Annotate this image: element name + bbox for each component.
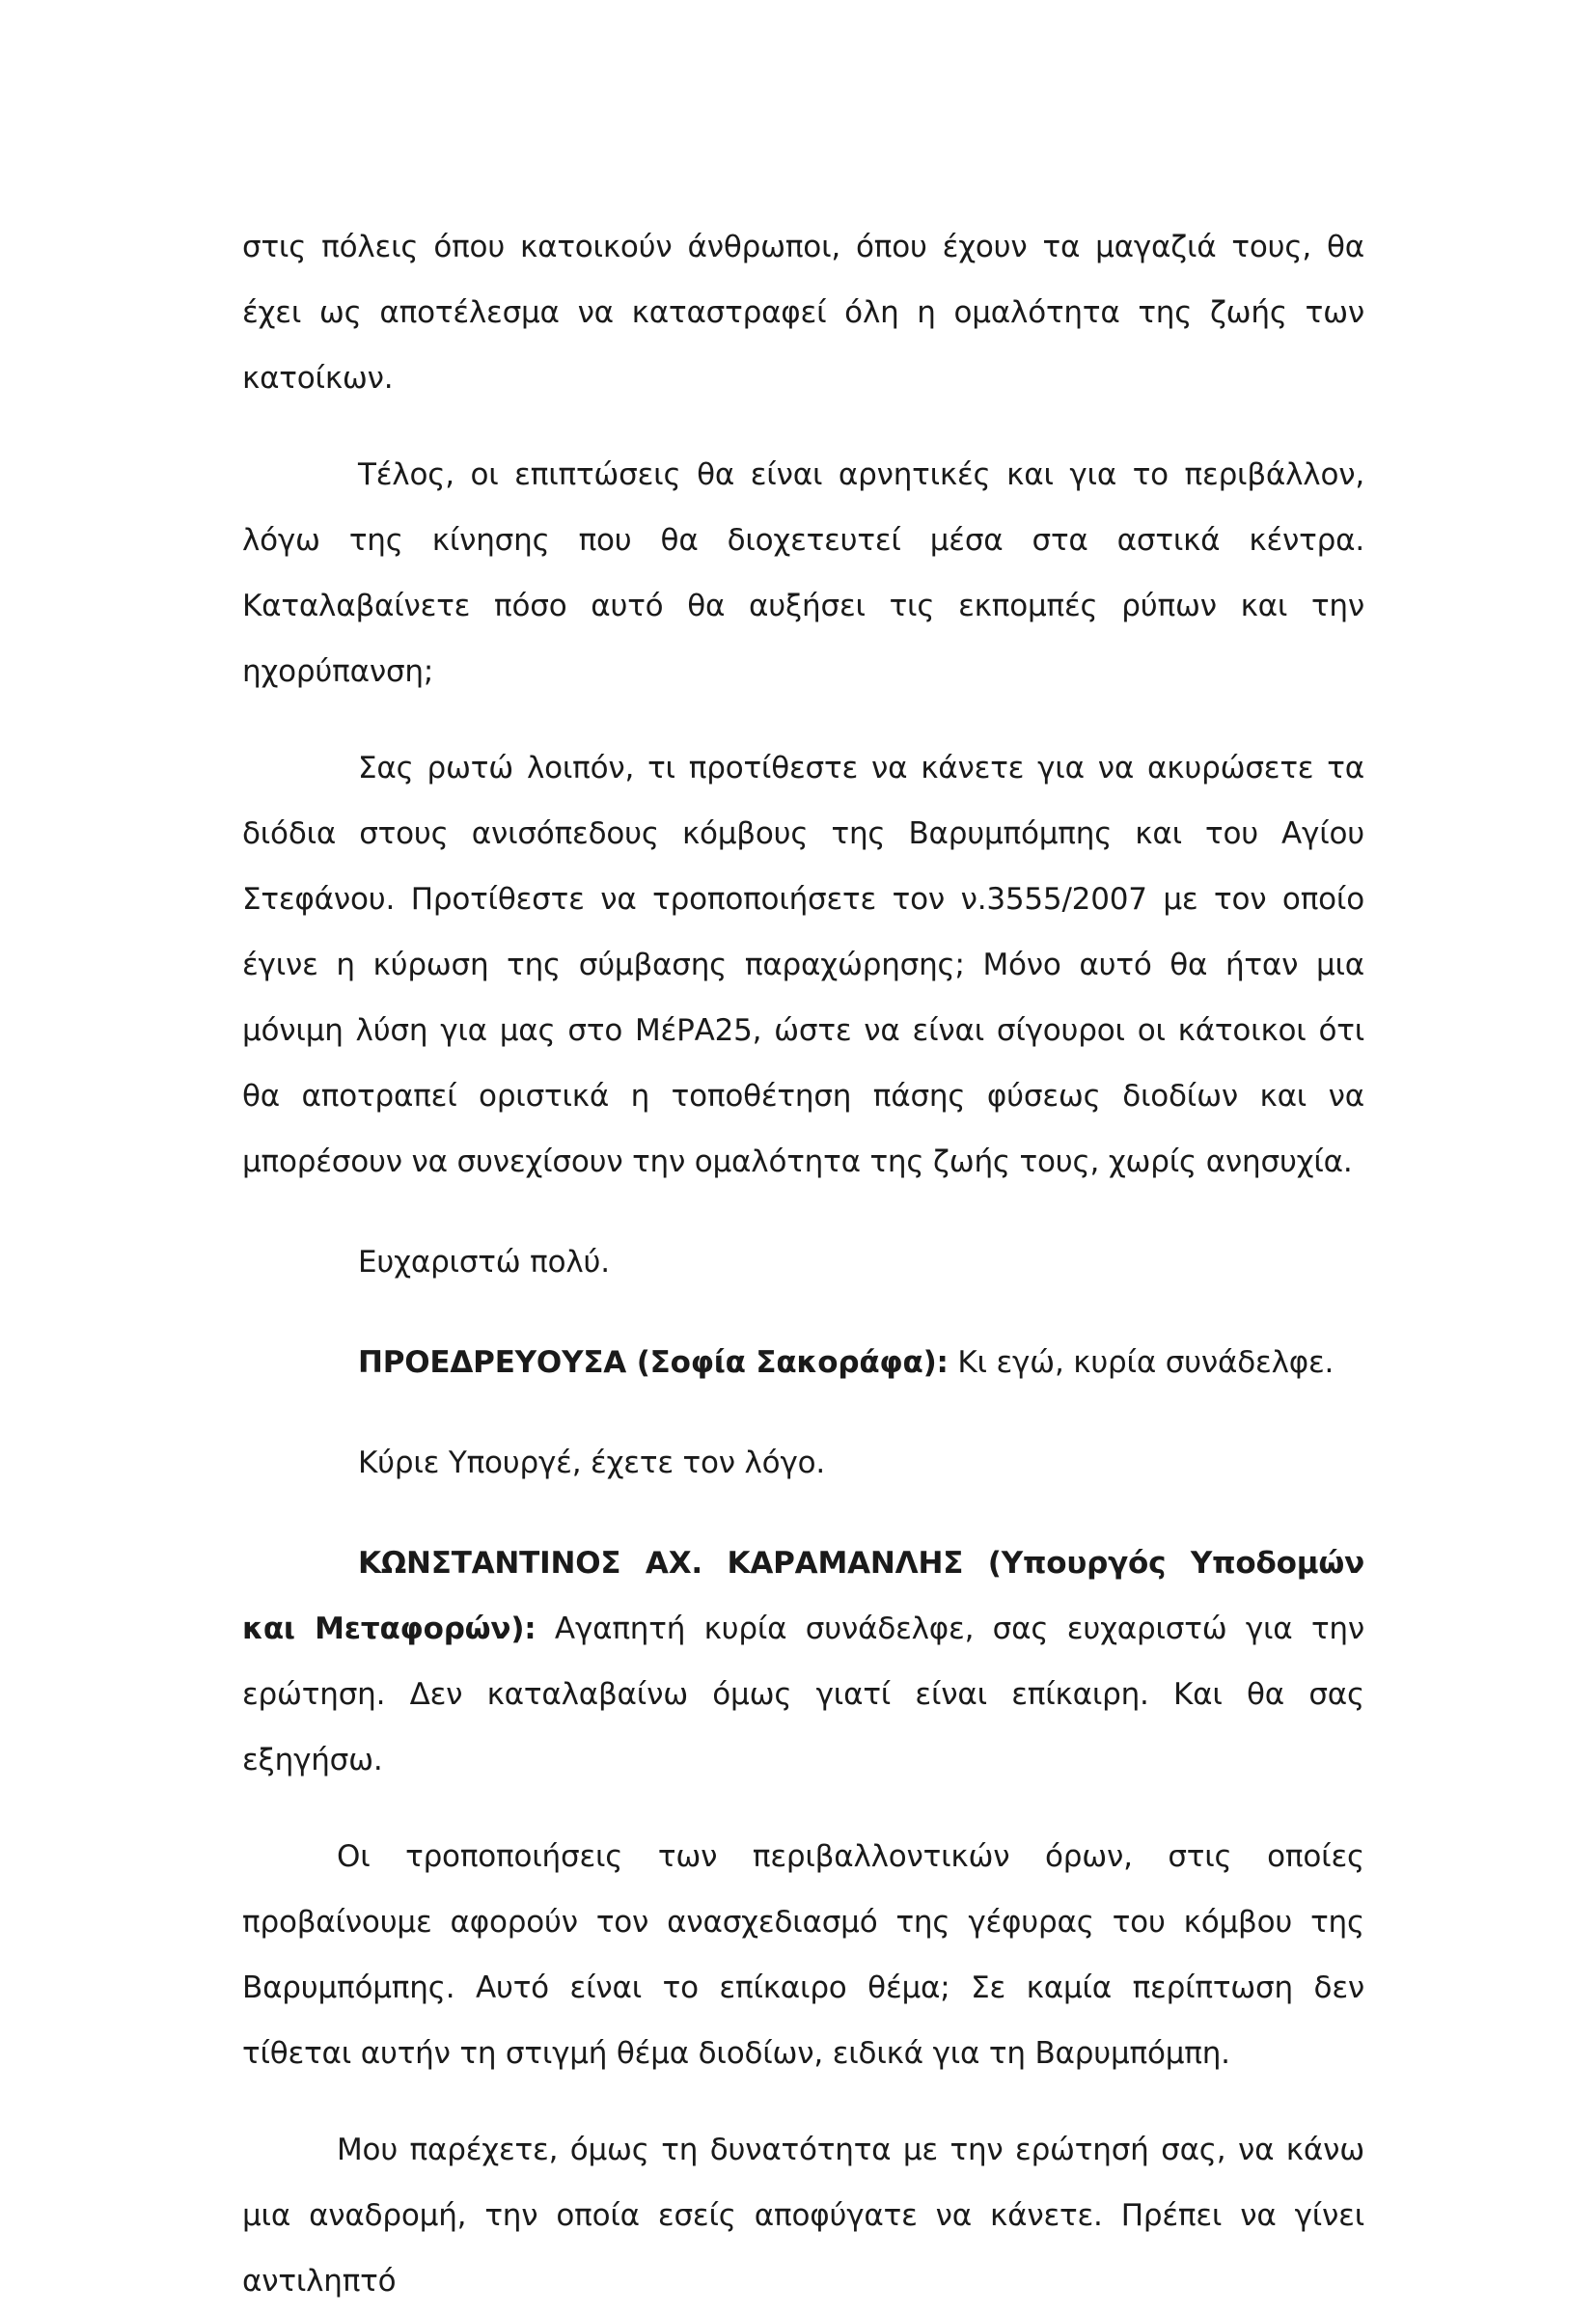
paragraph-text: Ευχαριστώ πολύ. [358, 1245, 610, 1280]
speaker-name: ΚΩΝΣΤΑΝΤΙΝΟΣ ΑΧ. ΚΑΡΑΜΑΝΛΗΣ (Υπουργός Υποδομών και Μεταφορών): [242, 1546, 1364, 1646]
paragraph-amendments [242, 1824, 1364, 2086]
paragraph-continuation [242, 214, 1364, 411]
paragraph-retrospective [242, 2117, 1364, 2314]
paragraph-text: Οι τροποποιήσεις των περιβαλλοντικών όρων, στις οποίες προβαίνουμε αφορούν τον ανασχεδιασμό της γέφυρας του κόμβου της Βαρυμπόμπης. Αυτό είναι το επίκαιρο θέμα; Σε καμία περίπτωση δεν τίθεται αυτήν τη στιγμή θέμα διοδίων, ειδικά για τη Βαρυμπόμπη. [242, 1839, 1364, 2071]
document-page [242, 214, 1364, 2314]
paragraph-text: Μου παρέχετε, όμως τη δυνατότητα με την ερώτησή σας, να κάνω μια αναδρομή, την οποία εσείς αποφύγατε να κάνετε. Πρέπει να γίνει αντιληπτό [242, 2133, 1364, 2299]
paragraph-chair-remark [242, 1330, 1364, 1395]
paragraph-text: στις πόλεις όπου κατοικούν άνθρωποι, όπου έχουν τα μαγαζιά τους, θα έχει ως αποτέλεσμα να καταστραφεί όλη η ομαλότητα της ζωής των κατοίκων. [242, 230, 1364, 396]
paragraph-text: Σας ρωτώ λοιπόν, τι προτίθεστε να κάνετε για να ακυρώσετε τα διόδια στους ανισόπεδους κόμβους της Βαρυμπόμπης και του Αγίου Στεφάνου. Προτίθεστε να τροποποιήσετε τον ν.3555/2007 με τον οποίο έγινε η κύρωση της σύμβασης παραχώρησης; Μόνο αυτό θα ήταν μια μόνιμη λύση για μας στο ΜέΡΑ25, ώστε να είναι σίγουροι οι κάτοικοι ότι θα αποτραπεί οριστικά η τοποθέτηση πάσης φύσεως διοδίων και να μπορέσουν να συνεχίσουν την ομαλότητα της ζωής τους, χωρίς ανησυχία. [242, 751, 1364, 1179]
paragraph-question [242, 735, 1364, 1195]
paragraph-thanks [242, 1229, 1364, 1295]
paragraph-text: Αγαπητή κυρία συνάδελφε, σας ευχαριστώ για την ερώτηση. Δεν καταλαβαίνω όμως γιατί είναι επίκαιρη. Και θα σας εξηγήσω. [242, 1612, 1364, 1777]
paragraph-text: Κύριε Υπουργέ, έχετε τον λόγο. [358, 1446, 826, 1480]
paragraph-text: Τέλος, οι επιπτώσεις θα είναι αρνητικές και για το περιβάλλον, λόγω της κίνησης που θα διοχετευτεί μέσα στα αστικά κέντρα. Καταλαβαίνετε πόσο αυτό θα αυξήσει τις εκπομπές ρύπων και την ηχορύπανση; [242, 457, 1364, 689]
paragraph-floor-given [242, 1430, 1364, 1496]
paragraph-environment [242, 442, 1364, 704]
paragraph-minister-reply [242, 1530, 1364, 1793]
paragraph-text: Κι εγώ, κυρία συνάδελφε. [948, 1345, 1335, 1380]
speaker-name: ΠΡΟΕΔΡΕΥΟΥΣΑ (Σοφία Σακοράφα): [358, 1345, 949, 1380]
